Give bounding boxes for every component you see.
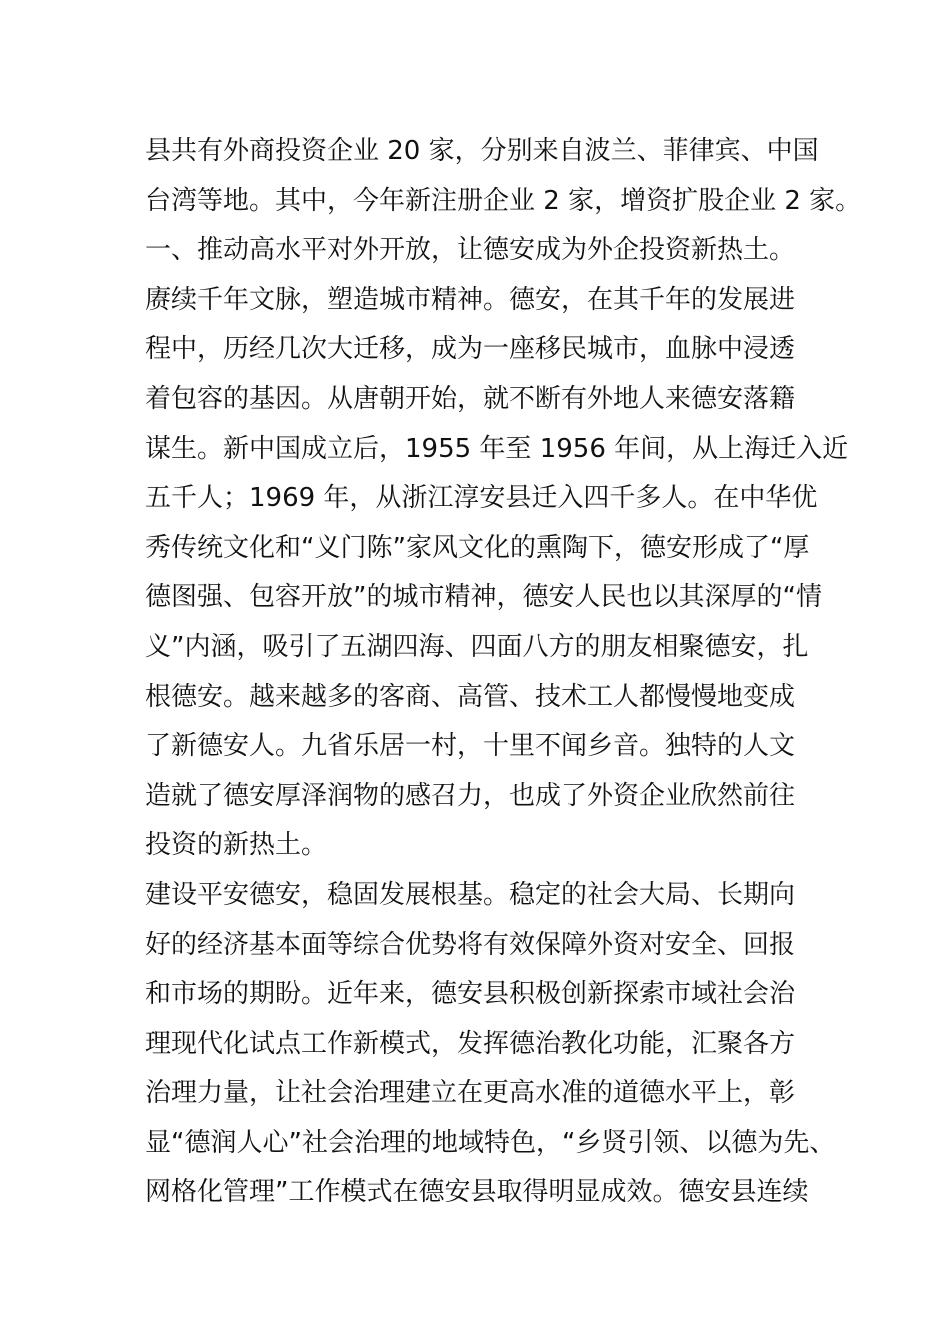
text-line: 造就了德安厚泽润物的感召力，也成了外资企业欣然前往 (145, 780, 796, 811)
text-line: 县共有外商投资企业 20 家，分别来自波兰、菲律宾、中国 (145, 136, 819, 166)
text-line: 义”内涵，吸引了五湖四海、四面八方的朋友相聚德安，扎 (145, 631, 809, 662)
text-line: 台湾等地。其中，今年新注册企业 2 家，增资扩股企业 2 家。 (145, 185, 862, 216)
text-line: 德图强、包容开放”的城市精神，德安人民也以其深厚的“情 (145, 582, 822, 613)
text-line: 五千人；1969 年，从浙江淳安县迁入四千多人。在中华优 (145, 483, 818, 514)
text-line: 网格化管理”工作模式在德安县取得明显成效。德安县连续 (145, 1177, 809, 1208)
text-line: 显“德润人心”社会治理的地域特色，“乡贤引领、以德为先、 (145, 1127, 836, 1158)
text-line: 好的经济基本面等综合优势将有效保障外资对安全、回报 (145, 929, 796, 960)
text-line: 赓续千年文脉，塑造城市精神。德安，在其千年的发展进 (145, 284, 796, 315)
text-line: 谋生。新中国成立后，1955 年至 1956 年间，从上海迁入近 (145, 433, 849, 464)
text-line: 秀传统文化和“义门陈”家风文化的熏陶下，德安形成了“厚 (145, 532, 810, 563)
text-line: 治理力量，让社会治理建立在更高水准的道德水平上，彰 (145, 1078, 796, 1109)
document-body (145, 127, 862, 1218)
text-line: 建设平安德安，稳固发展根基。稳定的社会大局、长期向 (145, 879, 796, 910)
section-heading: 一、推动高水平对外开放，让德安成为外企投资新热土。 (145, 235, 796, 266)
text-line: 和市场的期盼。近年来，德安县积极创新探索市域社会治 (145, 979, 796, 1010)
text-line: 根德安。越来越多的客商、高管、技术工人都慢慢地变成 (145, 681, 796, 712)
text-line: 程中，历经几次大迁移，成为一座移民城市，血脉中浸透 (145, 334, 796, 365)
text-line: 理现代化试点工作新模式，发挥德治教化功能，汇聚各方 (145, 1028, 796, 1059)
text-line: 着包容的基因。从唐朝开始，就不断有外地人来德安落籍 (145, 383, 796, 414)
text-line: 投资的新热土。 (145, 830, 328, 861)
text-line: 了新德安人。九省乐居一村，十里不闻乡音。独特的人文 (145, 731, 796, 762)
